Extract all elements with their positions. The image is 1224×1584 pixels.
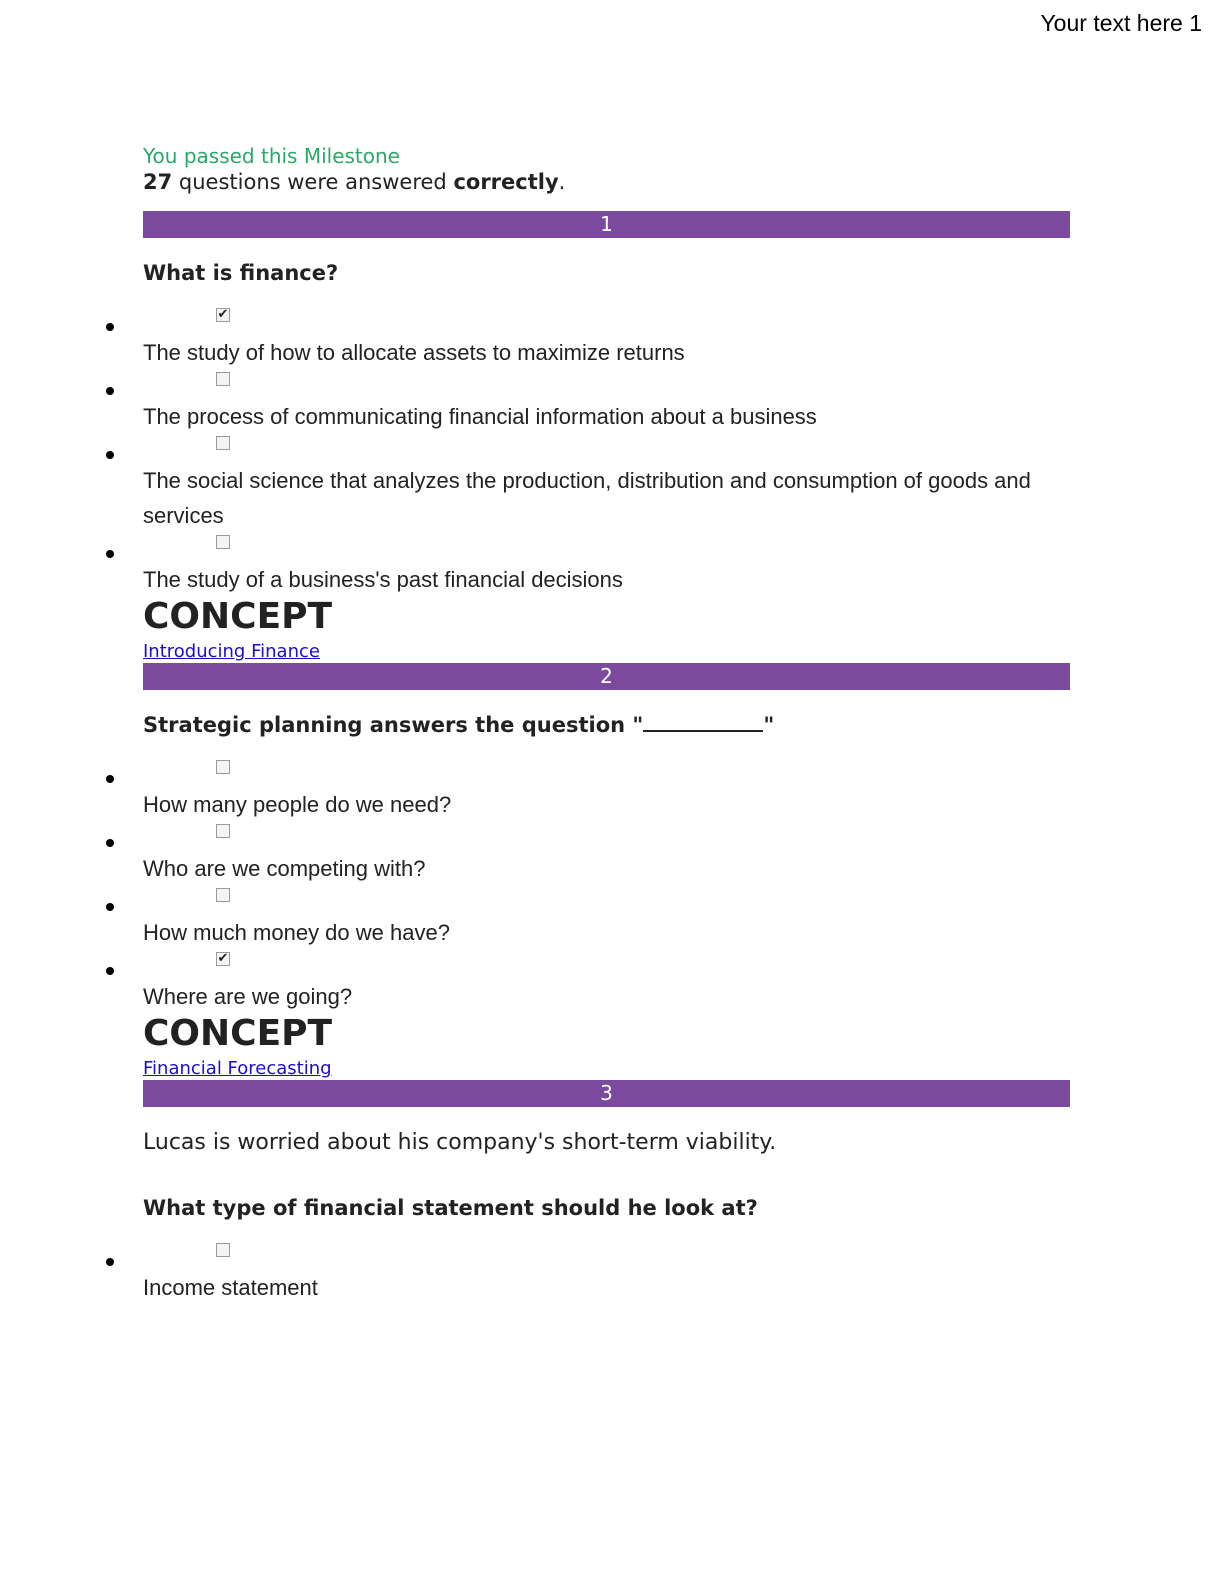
answer-options bbox=[143, 1243, 1070, 1305]
answer-option bbox=[143, 824, 1070, 886]
option-label: The social science that analyzes the production, distribution and consumption of goods and services bbox=[143, 468, 1031, 528]
answer-option bbox=[143, 952, 1070, 1014]
question-text bbox=[143, 712, 1070, 738]
checkbox[interactable] bbox=[216, 372, 230, 386]
bullet-icon bbox=[106, 550, 114, 558]
checkbox-checked[interactable]: ✔ bbox=[217, 307, 229, 322]
checkbox[interactable] bbox=[216, 760, 230, 774]
bullet-icon bbox=[106, 387, 114, 395]
checkbox[interactable] bbox=[216, 888, 230, 902]
results-summary bbox=[143, 169, 1070, 195]
fill-in-blank bbox=[643, 712, 763, 732]
question-number-bar: 3 bbox=[143, 1080, 1070, 1107]
milestone-results bbox=[143, 143, 1070, 1305]
question-text-end: " bbox=[763, 713, 775, 737]
concept-heading: CONCEPT bbox=[143, 596, 333, 637]
bullet-icon bbox=[106, 967, 114, 975]
answer-option bbox=[143, 372, 1070, 434]
checkbox[interactable] bbox=[216, 535, 230, 549]
question-text: What is finance? bbox=[143, 261, 339, 285]
option-label: The study of a business's past financial decisions bbox=[143, 567, 623, 592]
summary-middle: questions were answered bbox=[172, 170, 454, 194]
bullet-icon bbox=[106, 451, 114, 459]
option-label: The process of communicating financial information about a business bbox=[143, 404, 817, 429]
concept-link[interactable]: Financial Forecasting bbox=[143, 1058, 332, 1079]
page-header-text: Your text here 1 bbox=[1040, 10, 1202, 36]
option-label: Where are we going? bbox=[143, 984, 353, 1009]
summary-end: . bbox=[558, 170, 566, 194]
option-label: Who are we competing with? bbox=[143, 856, 426, 881]
bullet-icon bbox=[106, 839, 114, 847]
passed-message: You passed this Milestone bbox=[143, 144, 400, 168]
option-label: Income statement bbox=[143, 1275, 318, 1300]
checkbox[interactable] bbox=[216, 436, 230, 450]
checkbox[interactable] bbox=[216, 824, 230, 838]
question-number-bar: 2 bbox=[143, 663, 1070, 690]
option-label: How much money do we have? bbox=[143, 920, 450, 945]
answer-option bbox=[143, 1243, 1070, 1305]
bullet-icon bbox=[106, 775, 114, 783]
answer-options bbox=[143, 308, 1070, 597]
concept-link[interactable]: Introducing Finance bbox=[143, 641, 320, 662]
correct-word: correctly bbox=[453, 170, 559, 194]
concept-heading: CONCEPT bbox=[143, 1013, 333, 1054]
answer-options bbox=[143, 760, 1070, 1014]
checkbox-checked[interactable]: ✔ bbox=[217, 951, 229, 966]
question-text-start: Strategic planning answers the question " bbox=[143, 713, 644, 737]
bullet-icon bbox=[106, 1258, 114, 1266]
answer-option bbox=[143, 308, 1070, 370]
bullet-icon bbox=[106, 323, 114, 331]
answer-option bbox=[143, 888, 1070, 950]
option-label: The study of how to allocate assets to maximize returns bbox=[143, 340, 685, 365]
answer-option bbox=[143, 760, 1070, 822]
question-text: What type of financial statement should he look at? bbox=[143, 1196, 758, 1220]
correct-count: 27 bbox=[143, 170, 173, 194]
answer-option bbox=[143, 535, 1070, 597]
question-prompt: Lucas is worried about his company's short-term viability. bbox=[143, 1130, 777, 1155]
checkbox[interactable] bbox=[216, 1243, 230, 1257]
answer-option bbox=[143, 436, 1070, 533]
option-label: How many people do we need? bbox=[143, 792, 452, 817]
bullet-icon bbox=[106, 903, 114, 911]
question-number-bar: 1 bbox=[143, 211, 1070, 238]
